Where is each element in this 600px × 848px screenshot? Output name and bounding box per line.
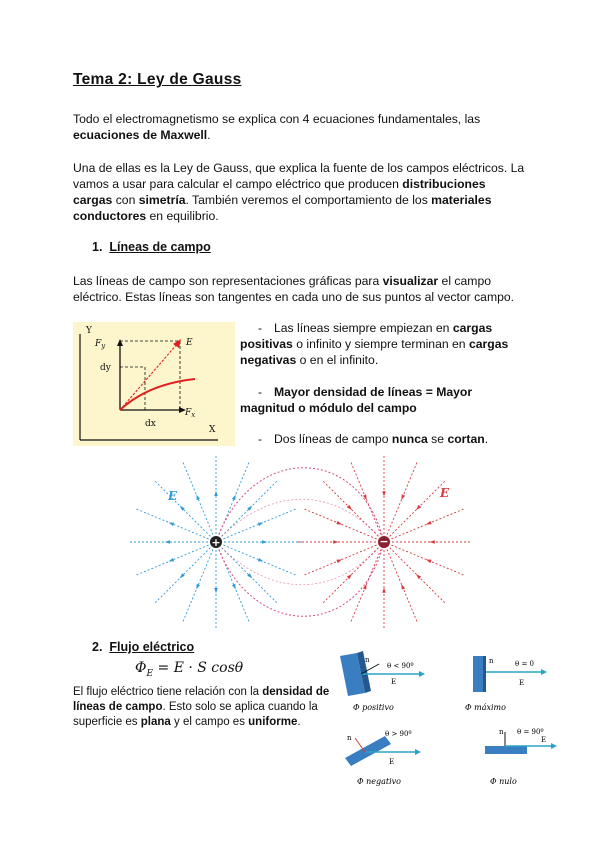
- negative-field-arrowhead: [401, 494, 405, 500]
- dipole-line-inner-top: [216, 499, 384, 542]
- positive-field-arrowhead: [169, 522, 175, 526]
- field-lines-figure: [120, 455, 495, 630]
- flux-cases-figure: [335, 648, 560, 793]
- positive-field-line: [154, 480, 216, 542]
- section-1-line2: eléctrico. Estas líneas son tangentes en cada uno de sus puntos al vector campo.: [73, 290, 515, 304]
- slab-maximum: [473, 656, 483, 692]
- positive-field-arrowhead: [169, 558, 175, 562]
- bullet-2: [240, 384, 530, 416]
- positive-field-line: [154, 542, 216, 604]
- caption-negative: Φ negativo: [357, 777, 401, 786]
- bullet-1-line2: positivas o infinito y siempre terminan en cargas: [240, 337, 509, 351]
- positive-field-line: [135, 508, 216, 542]
- negative-field-line: [303, 508, 384, 542]
- positive-field-arrowhead: [232, 495, 236, 501]
- negative-field-arrowhead: [426, 559, 432, 563]
- bullet-3: - Dos líneas de campo nunca se cortan.: [258, 432, 489, 446]
- y-axis-label: Y: [86, 326, 92, 336]
- intro-p1-line2: ecuaciones de Maxwell.: [73, 128, 211, 142]
- section-2-heading: 2. Flujo eléctrico: [92, 640, 195, 654]
- negative-sign: −: [379, 535, 389, 548]
- section-2-line3: superficie es plana y el campo es uniforme.: [73, 716, 301, 728]
- x-axis-label: X: [209, 425, 216, 435]
- angle-label-positive: θ < 90º: [387, 662, 414, 670]
- positive-sign: +: [211, 536, 221, 549]
- dy-label: dy: [100, 363, 111, 373]
- section-1-line1: Las líneas de campo son representaciones gráficas para visualizar el campo: [73, 274, 492, 288]
- intro-p2-line4: conductores en equilibrio.: [73, 209, 219, 223]
- angle-label-maximum: θ = 0: [515, 660, 534, 668]
- fy-label: $F_y$: [95, 339, 106, 350]
- n-label-positive: n: [365, 656, 370, 664]
- slab-negative: [345, 736, 391, 766]
- negative-field-arrowhead: [336, 521, 342, 525]
- negative-field-arrowhead: [426, 521, 432, 525]
- negative-field-arrowhead: [347, 505, 352, 510]
- n-label-null: n: [499, 728, 504, 736]
- section-2-paragraph: [73, 685, 329, 730]
- negative-field-line: [384, 508, 465, 542]
- e-right-label: E: [440, 486, 450, 500]
- positive-field-arrowhead: [214, 588, 218, 593]
- positive-field-arrowhead: [258, 522, 264, 526]
- dx-label: dx: [145, 419, 156, 429]
- intro-p2-line2: vamos a usar para calcular el campo eléctrico que producen distribuciones: [73, 177, 486, 191]
- fx-label: $F_x$: [185, 408, 196, 419]
- e-label-positive: E: [391, 678, 397, 686]
- intro-paragraph-1: [73, 111, 480, 143]
- positive-field-line: [135, 542, 216, 576]
- angle-label-negative: θ > 90º: [385, 730, 412, 738]
- flux-case-positive: [340, 651, 425, 712]
- negative-field-arrowhead: [336, 559, 342, 563]
- negative-field-line: [303, 542, 384, 576]
- dipole-line-top: [216, 468, 384, 542]
- negative-field-arrowhead: [401, 584, 405, 590]
- negative-field-line: [384, 542, 465, 576]
- angle-label-null: θ = 90º: [517, 728, 544, 736]
- n-label-maximum: n: [489, 657, 494, 665]
- negative-field-arrowhead: [382, 587, 386, 592]
- negative-field-line: [350, 542, 384, 623]
- caption-positive: Φ positivo: [353, 703, 394, 712]
- bullet-1-line1: - Las líneas siempre empiezan en cargas: [258, 321, 493, 335]
- n-label-negative: n: [347, 734, 352, 742]
- positive-field-arrowhead: [196, 495, 200, 501]
- page-title: Tema 2: Ley de Gauss: [73, 71, 242, 88]
- caption-null: Φ nulo: [490, 777, 517, 786]
- flux-case-maximum: [465, 656, 547, 712]
- bullet-1-line3: negativas o en el infinito.: [240, 353, 379, 367]
- positive-field-arrowhead: [258, 558, 264, 562]
- negative-field-line: [384, 461, 418, 542]
- negative-field-line: [322, 542, 384, 604]
- positive-field-line: [182, 461, 216, 542]
- negative-field-arrowhead: [416, 505, 421, 510]
- caption-maximum: Φ máximo: [465, 703, 506, 712]
- positive-field-arrowhead: [196, 584, 200, 590]
- positive-field-arrowhead: [232, 584, 236, 590]
- negative-field-arrowhead: [382, 491, 386, 496]
- positive-field-line: [182, 542, 216, 623]
- negative-field-arrowhead: [416, 574, 421, 579]
- positive-field-line: [216, 508, 297, 542]
- vector-components-figure: [73, 322, 235, 446]
- dipole-line-inner-bottom: [216, 542, 384, 585]
- e-label-negative: E: [389, 758, 395, 766]
- negative-field-arrowhead: [347, 574, 352, 579]
- negative-field-line: [350, 461, 384, 542]
- negative-field-line: [322, 480, 384, 542]
- section-2-line1: El flujo eléctrico tiene relación con la densidad de: [73, 686, 330, 698]
- flux-case-negative: [345, 730, 421, 786]
- intro-p1-line1: Todo el electromagnetismo se explica con 4 ecuaciones fundamentales, las: [73, 112, 481, 126]
- negative-field-line: [384, 480, 446, 542]
- bullet-1: [240, 320, 530, 368]
- positive-field-arrowhead: [214, 491, 218, 496]
- e-label: E: [186, 338, 193, 348]
- e-label-null: E: [541, 736, 547, 744]
- flux-formula: $\Phi_E = E \cdot S$ cosθ: [135, 660, 244, 679]
- section-2-line2: líneas de campo. Esto solo se aplica cuando la: [73, 701, 318, 713]
- bullet-2-line1: - Mayor densidad de líneas = Mayor: [258, 385, 473, 399]
- e-label-maximum: E: [519, 679, 525, 687]
- bullet-2-line2: magnitud o módulo del campo: [240, 401, 417, 415]
- section-1-paragraph: [73, 273, 514, 305]
- intro-p2-line3: cargas con simetría. También veremos el comportamiento de los materiales: [73, 193, 492, 207]
- e-left-label: E: [168, 489, 178, 503]
- slab-null: [485, 746, 527, 754]
- intro-paragraph-2: [73, 160, 524, 224]
- flux-case-null: [485, 728, 557, 786]
- negative-field-arrowhead: [429, 540, 434, 544]
- intro-p2-line1: Una de ellas es la Ley de Gauss, que explica la fuente de los campos eléctricos. La: [73, 161, 525, 175]
- positive-field-arrowhead: [165, 540, 170, 544]
- positive-field-arrowhead: [262, 540, 267, 544]
- section-1-heading: 1. Líneas de campo: [92, 240, 211, 254]
- negative-field-line: [384, 542, 446, 604]
- negative-field-arrowhead: [333, 540, 338, 544]
- positive-field-line: [216, 542, 297, 576]
- dipole-line-bottom: [216, 542, 384, 616]
- negative-field-line: [384, 542, 418, 623]
